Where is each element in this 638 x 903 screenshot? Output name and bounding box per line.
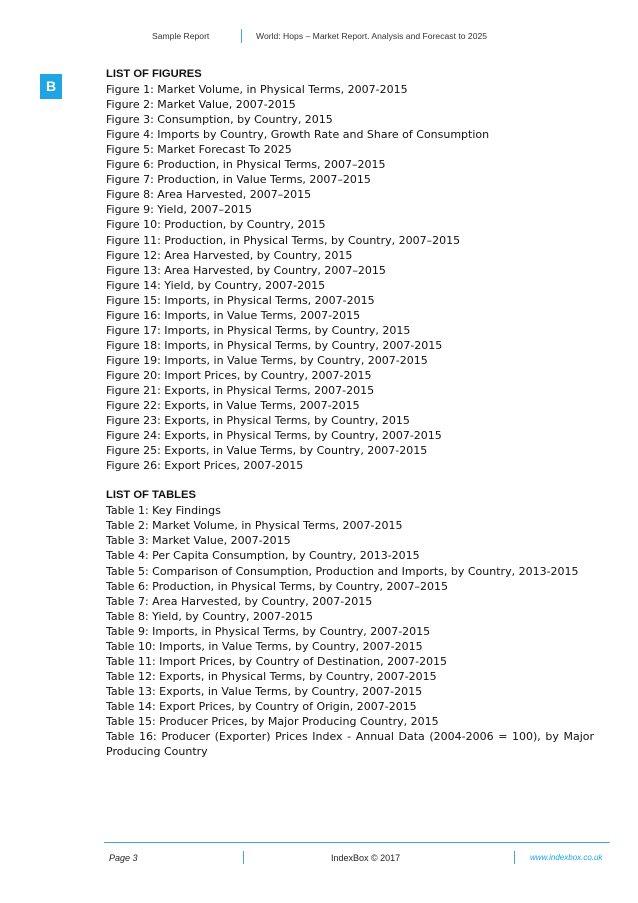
tables-list (106, 503, 594, 759)
figure-list-item: Figure 15: Imports, in Physical Terms, 2007-2015 (106, 293, 375, 307)
figure-list-item: Figure 5: Market Forecast To 2025 (106, 143, 292, 157)
figure-list-item: Figure 16: Imports, in Value Terms, 2007-2015 (106, 308, 361, 322)
figures-list (106, 82, 594, 473)
table-list-item: Table 12: Exports, in Physical Terms, by Country, 2007-2015 (106, 669, 437, 683)
table-list-item: Table 2: Market Volume, in Physical Terms, 2007-2015 (106, 519, 403, 533)
table-list-item: Table 3: Market Value, 2007-2015 (106, 534, 291, 548)
footer-divider-line (104, 842, 610, 843)
header-divider (241, 29, 242, 43)
table-list-item: Table 10: Imports, in Value Terms, by Country, 2007-2015 (106, 639, 423, 653)
table-list-item: Table 13: Exports, in Value Terms, by Country, 2007-2015 (106, 684, 423, 698)
indexbox-logo: B (40, 74, 62, 99)
footer-separator (514, 851, 515, 864)
figure-list-item: Figure 3: Consumption, by Country, 2015 (106, 113, 333, 127)
footer-separator (243, 851, 244, 864)
figure-list-item: Figure 7: Production, in Value Terms, 2007–2015 (106, 173, 371, 187)
page-header (0, 31, 638, 45)
table-list-item: Table 15: Producer Prices, by Major Producing Country, 2015 (106, 714, 439, 728)
figure-list-item: Figure 17: Imports, in Physical Terms, by Country, 2015 (106, 323, 411, 337)
table-list-item: Table 11: Import Prices, by Country of Destination, 2007-2015 (106, 654, 448, 668)
figure-list-item: Figure 11: Production, in Physical Terms, by Country, 2007–2015 (106, 233, 461, 247)
table-list-item: Table 5: Comparison of Consumption, Production and Imports, by Country, 2013-2015 (106, 564, 579, 578)
table-list-item: Table 8: Yield, by Country, 2007-2015 (106, 609, 313, 623)
figure-list-item: Figure 24: Exports, in Physical Terms, by Country, 2007-2015 (106, 429, 442, 443)
figure-list-item: Figure 1: Market Volume, in Physical Terms, 2007-2015 (106, 83, 408, 97)
page-content (106, 67, 594, 759)
list-of-figures-heading: LIST OF FIGURES (106, 68, 202, 80)
figure-list-item: Figure 21: Exports, in Physical Terms, 2007-2015 (106, 383, 375, 397)
footer-copyright: IndexBox © 2017 (331, 853, 401, 863)
table-list-item: Table 6: Production, in Physical Terms, by Country, 2007–2015 (106, 579, 448, 593)
table-list-item: Table 4: Per Capita Consumption, by Country, 2013-2015 (106, 549, 420, 563)
figure-list-item: Figure 13: Area Harvested, by Country, 2007–2015 (106, 263, 386, 277)
table-list-item: Table 9: Imports, in Physical Terms, by Country, 2007-2015 (106, 624, 431, 638)
figure-list-item: Figure 14: Yield, by Country, 2007-2015 (106, 278, 326, 292)
figure-list-item: Figure 26: Export Prices, 2007-2015 (106, 459, 304, 473)
footer-website-link[interactable]: www.indexbox.co.uk (530, 853, 603, 862)
figure-list-item: Figure 25: Exports, in Value Terms, by Country, 2007-2015 (106, 444, 428, 458)
list-of-tables-heading: LIST OF TABLES (106, 489, 196, 502)
table-list-item: Table 14: Export Prices, by Country of Origin, 2007-2015 (106, 699, 417, 713)
figure-list-item: Figure 22: Exports, in Value Terms, 2007-2015 (106, 399, 360, 413)
figure-list-item: Figure 4: Imports by Country, Growth Rate and Share of Consumption (106, 128, 490, 142)
figure-list-item: Figure 12: Area Harvested, by Country, 2015 (106, 248, 353, 262)
table-list-item: Table 16: Producer (Exporter) Prices Index - Annual Data (2004-2006 = 100), by Major Producing Country (106, 730, 594, 759)
page-footer (0, 851, 638, 865)
figure-list-item: Figure 19: Imports, in Value Terms, by Country, 2007-2015 (106, 353, 428, 367)
header-report-title: World: Hops – Market Report. Analysis and Forecast to 2025 (256, 31, 488, 41)
figure-list-item: Figure 6: Production, in Physical Terms, 2007–2015 (106, 158, 386, 172)
page-number: Page 3 (109, 853, 138, 863)
figure-list-item: Figure 18: Imports, in Physical Terms, by Country, 2007-2015 (106, 338, 443, 352)
figure-list-item: Figure 10: Production, by Country, 2015 (106, 218, 326, 232)
header-report-type: Sample Report (152, 31, 210, 41)
table-list-item: Table 1: Key Findings (106, 504, 221, 518)
figure-list-item: Figure 23: Exports, in Physical Terms, by Country, 2015 (106, 414, 410, 428)
figure-list-item: Figure 20: Import Prices, by Country, 2007-2015 (106, 368, 372, 382)
figure-list-item: Figure 2: Market Value, 2007-2015 (106, 98, 296, 112)
table-list-item: Table 7: Area Harvested, by Country, 2007-2015 (106, 594, 373, 608)
figure-list-item: Figure 8: Area Harvested, 2007–2015 (106, 188, 312, 202)
section-gap (106, 473, 594, 488)
figure-list-item: Figure 9: Yield, 2007–2015 (106, 203, 252, 217)
